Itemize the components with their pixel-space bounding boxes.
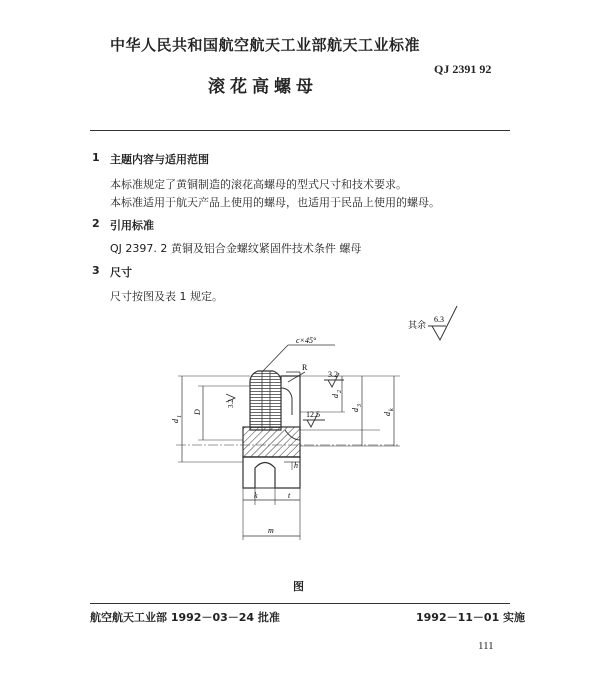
roughness-mid-label: 12.5	[306, 410, 320, 419]
d2-subscript: 2	[337, 390, 343, 393]
document-title: 滚花高螺母	[208, 77, 318, 97]
section-2-title: 引用标准	[110, 219, 154, 232]
nut-head-outline	[250, 371, 281, 430]
t-label: t	[288, 491, 291, 500]
dk-subscript: k	[389, 408, 395, 411]
section-1-title: 主题内容与适用范围	[110, 153, 209, 166]
radius-label: R	[302, 363, 308, 372]
roughness-other-value: 6.3	[434, 315, 444, 324]
roughness-symbols	[226, 373, 344, 427]
d3-label: d	[351, 408, 360, 412]
implementation-date: 1992－11－01 实施	[416, 611, 526, 624]
radius-leader	[288, 372, 305, 382]
d2-label: d	[331, 394, 340, 398]
h-label: h	[294, 461, 298, 470]
section-1-number: 1	[92, 151, 100, 164]
roughness-left-label: 3.2	[227, 399, 235, 408]
standard-number: QJ 2391 92	[434, 62, 492, 76]
d3-subscript: 3	[357, 404, 363, 407]
D-label: D	[193, 409, 202, 415]
m-label: m	[268, 526, 274, 535]
roughness-top-label: 3.2	[328, 370, 338, 379]
k-label: k	[254, 491, 258, 500]
roughness-other-label: 其余	[408, 320, 427, 330]
footer-rule	[90, 603, 510, 604]
section-3-paragraph-1: 尺寸按图及表 1 规定。	[110, 290, 223, 303]
nut-section-hatched	[243, 427, 300, 488]
d1-subscript: 1	[177, 415, 183, 418]
section-3-number: 3	[92, 264, 100, 277]
figure-caption: 图	[293, 580, 304, 593]
section-3-title: 尺寸	[110, 266, 132, 279]
chamfer-leader	[262, 345, 335, 372]
approval-date: 航空航天工业部 1992－03－24 批准	[90, 611, 280, 624]
dk-label: d	[383, 412, 392, 416]
d1-label: d	[171, 419, 180, 423]
section-2-paragraph-1: QJ 2397. 2 黄铜及铝合金螺纹紧固件技术条件 螺母	[110, 242, 362, 255]
chamfer-label: c×45°	[296, 336, 317, 345]
section-1-paragraph-2: 本标准适用于航天产品上使用的螺母，也适用于民品上使用的螺母。	[110, 196, 440, 209]
section-1-paragraph-1: 本标准规定了黄铜制造的滚花高螺母的型式尺寸和技术要求。	[110, 178, 407, 191]
page-number: 111	[478, 640, 494, 652]
section-2-number: 2	[92, 217, 100, 230]
issuer-title: 中华人民共和国航空航天工业部航天工业标准	[110, 36, 421, 54]
